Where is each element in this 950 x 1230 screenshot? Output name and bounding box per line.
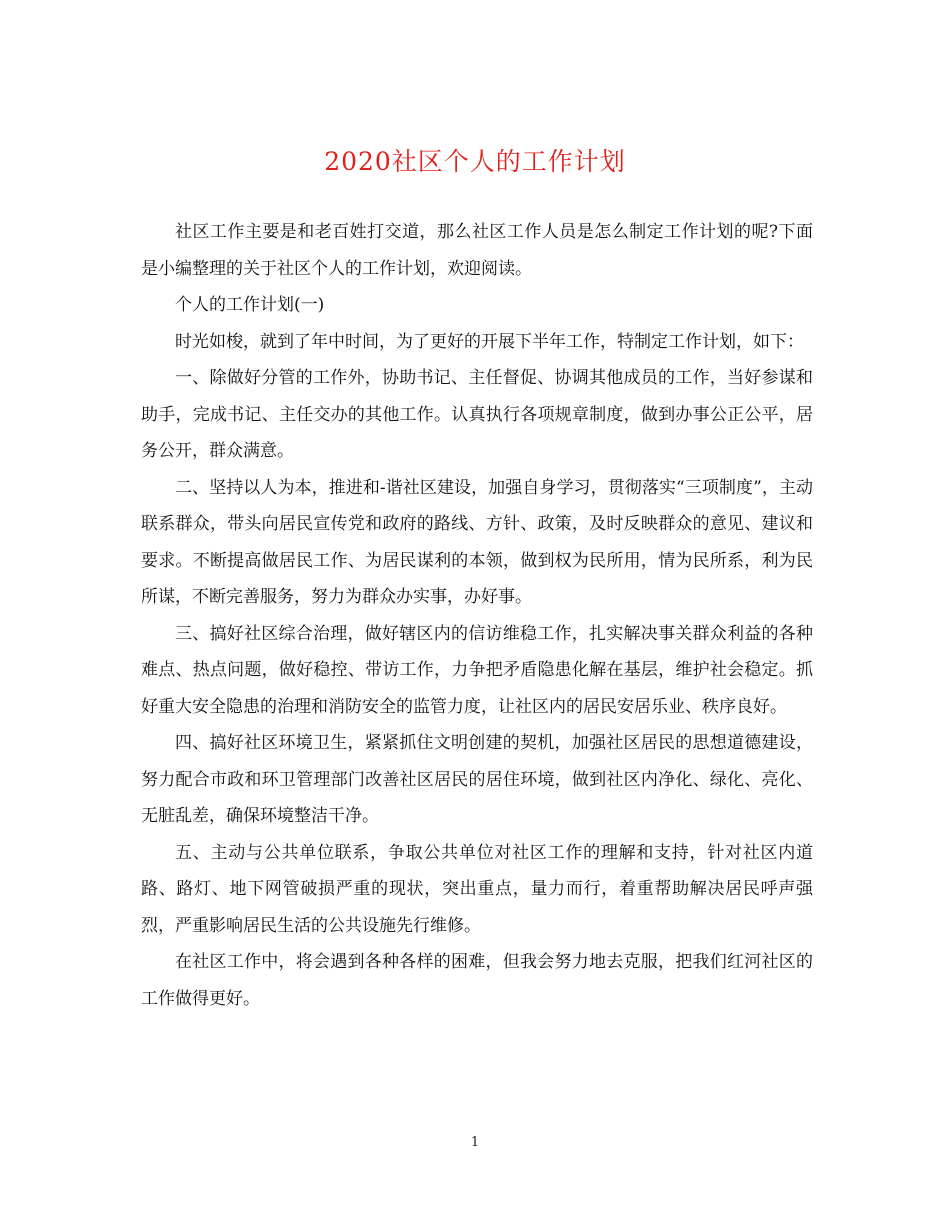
paragraph-item-4: 四、搞好社区环境卫生，紧紧抓住文明创建的契机，加强社区居民的思想道德建设，努力配合市政和环卫管理部门改善社区居民的居住环境，做到社区内净化、绿化、亮化、无脏乱差，确保环境整洁干净。: [141, 733, 813, 826]
paragraph-item-2: 二、坚持以人为本，推进和-谐社区建设，加强自身学习，贯彻落实“三项制度”，主动联系群众，带头向居民宣传党和政府的路线、方针、政策，及时反映群众的意见、建议和要求。不断提高做居民工作、为居民谋利的本领，做到权为民所用，情为民所系，利为民所谋，不断完善服务，努力为群众办实事，办好事。: [141, 477, 813, 607]
document-body: [141, 214, 813, 1017]
page-title: 2020社区个人的工作计划: [324, 147, 626, 176]
paragraph-intro: 社区工作主要是和老百姓打交道，那么社区工作人员是怎么制定工作计划的呢?下面是小编整理的关于社区个人的工作计划，欢迎阅读。: [141, 222, 813, 279]
page-number: 1: [470, 1135, 480, 1150]
paragraph-item-3: 三、搞好社区综合治理，做好辖区内的信访维稳工作，扎实解决事关群众利益的各种难点、热点问题，做好稳控、带访工作，力争把矛盾隐患化解在基层，维护社会稳定。抓好重大安全隐患的治理和消防安全的监管力度，让社区内的居民安居乐业、秩序良好。: [141, 623, 813, 717]
paragraph-opening: 时光如梭，就到了年中时间，为了更好的开展下半年工作，特制定工作计划，如下：: [175, 331, 804, 352]
paragraph-closing: 在社区工作中，将会遇到各种各样的困难，但我会努力地去克服，把我们红河社区的工作做得更好。: [141, 952, 813, 1009]
paragraph-item-5: 五、主动与公共单位联系，争取公共单位对社区工作的理解和支持，针对社区内道路、路灯、地下网管破损严重的现状，突出重点，量力而行，着重帮助解决居民呼声强烈，严重影响居民生活的公共设施先行维修。: [141, 842, 813, 936]
paragraph-section-heading: 个人的工作计划(一): [175, 295, 325, 315]
paragraph-item-1: 一、除做好分管的工作外，协助书记、主任督促、协调其他成员的工作，当好参谋和助手，完成书记、主任交办的其他工作。认真执行各项规章制度，做到办事公正公平，居务公开，群众满意。: [141, 368, 813, 461]
